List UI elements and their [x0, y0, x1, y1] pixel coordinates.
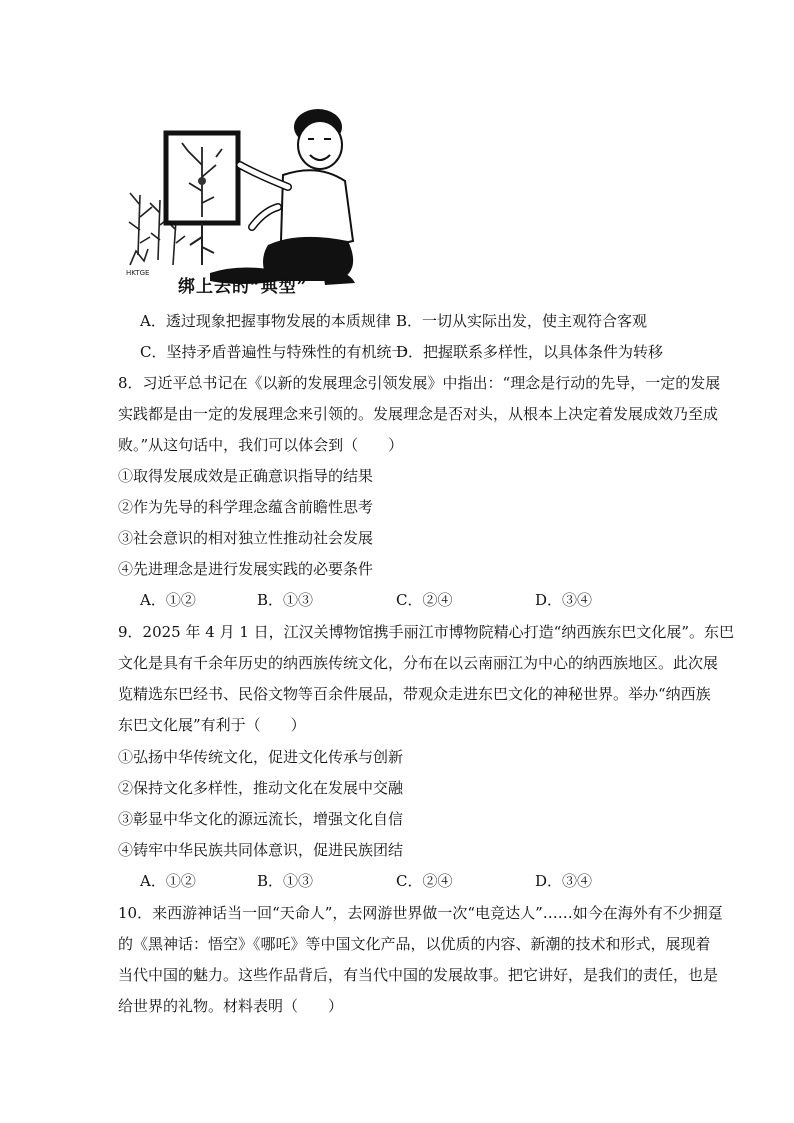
q7-option-b[interactable]: B．一切从实际出发，使主观符合客观	[396, 312, 648, 330]
q8-statement-3: ③社会意识的相对独立性推动社会发展	[118, 529, 374, 547]
q8-option-a[interactable]: A．①②	[140, 591, 196, 609]
q9-statement-4: ④铸牢中华民族共同体意识，促进民族团结	[118, 841, 404, 859]
q8-stem-line-2: 实践都是由一定的发展理念来引领的。发展理念是否对头，从根本上决定着发展成效乃至成	[118, 405, 719, 423]
picture-frame	[166, 133, 238, 223]
q8-statement-1: ①取得发展成效是正确意识指导的结果	[118, 467, 374, 485]
q8-option-b[interactable]: B．①③	[257, 591, 314, 609]
q9-stem-line-4: 东巴文化展”有利于（ ）	[118, 716, 306, 734]
q8-option-c[interactable]: C．②④	[396, 591, 453, 609]
q8-statement-4: ④先进理念是进行发展实践的必要条件	[118, 560, 374, 578]
q10-stem-line-4: 给世界的礼物。材料表明（ ）	[118, 997, 344, 1015]
q7-option-c[interactable]: C．坚持矛盾普遍性与特殊性的有机统一	[140, 343, 407, 361]
artist-signature: HKTGE	[126, 269, 150, 277]
q9-option-d[interactable]: D．③④	[535, 872, 593, 890]
q9-option-c[interactable]: C．②④	[396, 872, 453, 890]
cartoon-caption: 绑上去的“典型”	[178, 277, 308, 297]
q9-stem-line-3: 览精选东巴经书、民俗文物等百余件展品，带观众走进东巴文化的神秘世界。举办“纳西族	[118, 685, 711, 703]
q8-option-d[interactable]: D．③④	[535, 591, 593, 609]
q9-option-b[interactable]: B．①③	[257, 872, 314, 890]
q8-statement-2: ②作为先导的科学理念蕴含前瞻性思考	[118, 498, 374, 516]
q8-stem-line-3: 败。”从这句话中，我们可以体会到（ ）	[118, 436, 404, 454]
q7-option-a[interactable]: A．透过现象把握事物发展的本质规律	[140, 312, 391, 330]
q9-stem-line-1: 9．2025 年 4 月 1 日，江汉关博物馆携手丽江市博物院精心打造“纳西族东巴文化展”。东巴	[118, 623, 734, 641]
q9-statement-1: ①弘扬中华传统文化，促进文化传承与创新	[118, 748, 404, 766]
q9-statement-3: ③彰显中华文化的源远流长，增强文化自信	[118, 810, 404, 828]
q9-stem-line-2: 文化是具有千余年历史的纳西族传统文化，分布在以云南丽江为中心的纳西族地区。此次展	[118, 654, 719, 672]
q10-stem-line-3: 当代中国的魅力。这些作品背后，有当代中国的发展故事。把它讲好，是我们的责任，也是	[118, 966, 719, 984]
q9-statement-2: ②保持文化多样性，推动文化在发展中交融	[118, 779, 404, 797]
q10-stem-line-2: 的《黑神话：悟空》《哪吒》等中国文化产品，以优质的内容、新潮的技术和形式，展现着	[118, 935, 711, 953]
q9-option-a[interactable]: A．①②	[140, 872, 196, 890]
q7-option-d[interactable]: D．把握联系多样性，以具体条件为转移	[396, 343, 664, 361]
q10-stem-line-1: 10．来西游神话当一回“天命人”，去网游世界做一次“电竞达人”……如今在海外有不少拥趸	[118, 904, 723, 922]
q8-stem-line-1: 8．习近平总书记在《以新的发展理念引领发展》中指出：“理念是行动的先导，一定的发展	[118, 374, 721, 392]
